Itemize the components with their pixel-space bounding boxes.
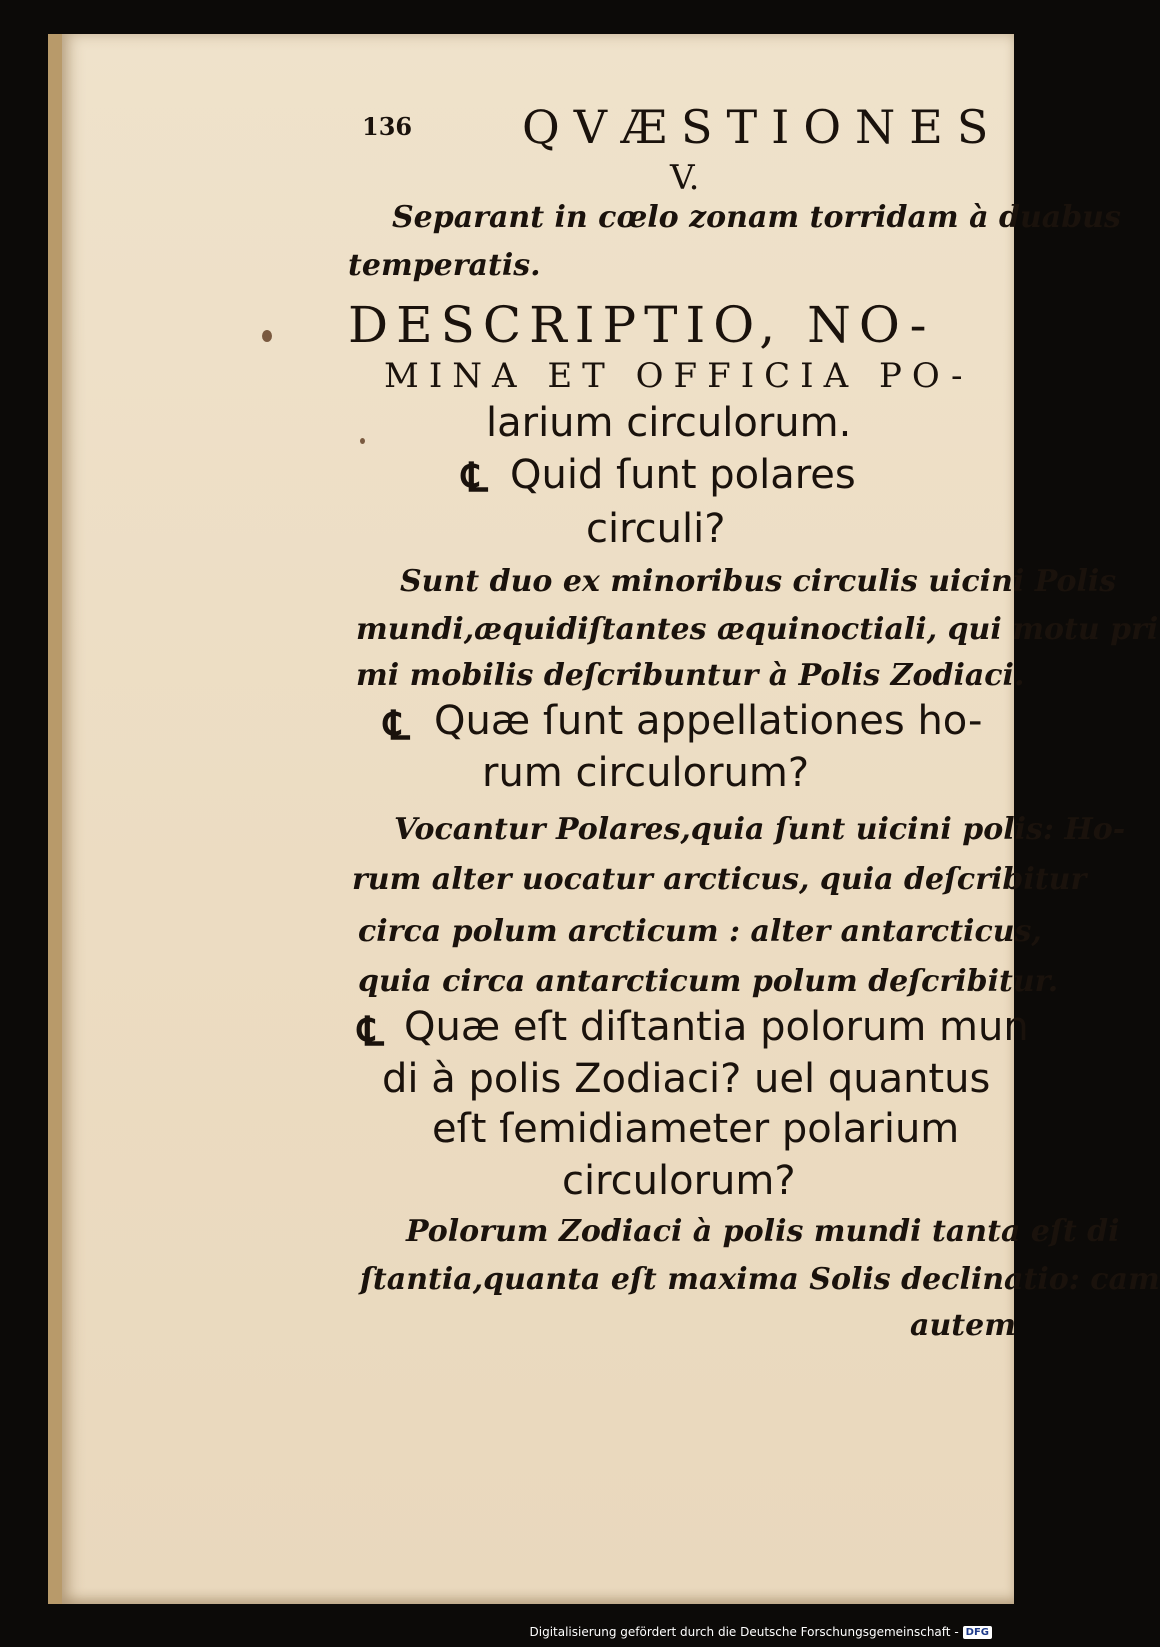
question-mark-icon: ℄ (462, 454, 488, 501)
digitization-credit (530, 1625, 993, 1639)
text-line: temperatis. (348, 248, 541, 283)
question-line: circulorum? (562, 1158, 796, 1204)
answer-line: Sunt duo ex minoribus circulis uicini Polis (400, 564, 1117, 599)
text-line: Separant in cœlo zonam torridam à duabus (392, 200, 1121, 235)
ink-spot (360, 438, 365, 444)
question-line: di à polis Zodiaci? uel quantus (382, 1056, 991, 1102)
question-line: circuli? (586, 506, 726, 552)
question-line: eſt ſemidiameter polarium (432, 1106, 960, 1152)
book-page (48, 34, 1160, 1604)
question-mark-icon: ℄ (358, 1008, 384, 1055)
answer-line: mundi,æquidiſtantes æquinoctiali, qui motu pri (356, 612, 1159, 647)
answer-line: rum alter uocatur arcticus, quia deſcribitur (352, 862, 1087, 897)
running-title: QVÆSTIONES (522, 100, 1003, 154)
catchword: autem (910, 1308, 1016, 1343)
answer-line: quia circa antarcticum polum deſcribitur. (358, 964, 1059, 999)
section-heading: DESCRIPTIO, NO- (348, 296, 935, 354)
question-mark-icon: ℄ (384, 702, 410, 749)
section-heading: MINA ET OFFICIA PO- (384, 356, 973, 396)
question-line: rum circulorum? (482, 750, 810, 796)
section-number: V. (670, 158, 700, 198)
credit-text: Digitalisierung gefördert durch die Deutsche Forschungsgemeinschaft - (529, 1625, 959, 1639)
ink-spot (262, 330, 272, 342)
answer-line: Polorum Zodiaci à polis mundi tanta eſt di (406, 1214, 1120, 1249)
question-line: Quæ ſunt appellationes ho- (434, 698, 983, 744)
answer-line: mi mobilis deſcribuntur à Polis Zodiaci. (356, 658, 1025, 693)
question-line: Quæ eſt diſtantia polorum mun (404, 1004, 1029, 1050)
folio-number: 136 (362, 112, 413, 141)
answer-line: circa polum arcticum : alter antarcticus, (358, 914, 1042, 949)
dfg-logo-icon: DFG (963, 1626, 992, 1639)
section-heading: larium circulorum. (486, 400, 852, 446)
answer-line: Vocantur Polares,quia ſunt uicini polis: Ho- (394, 812, 1126, 847)
answer-line: ſtantia,quanta eſt maxima Solis declinatio: cam (360, 1262, 1160, 1297)
question-line: Quid ſunt polares (510, 452, 856, 498)
